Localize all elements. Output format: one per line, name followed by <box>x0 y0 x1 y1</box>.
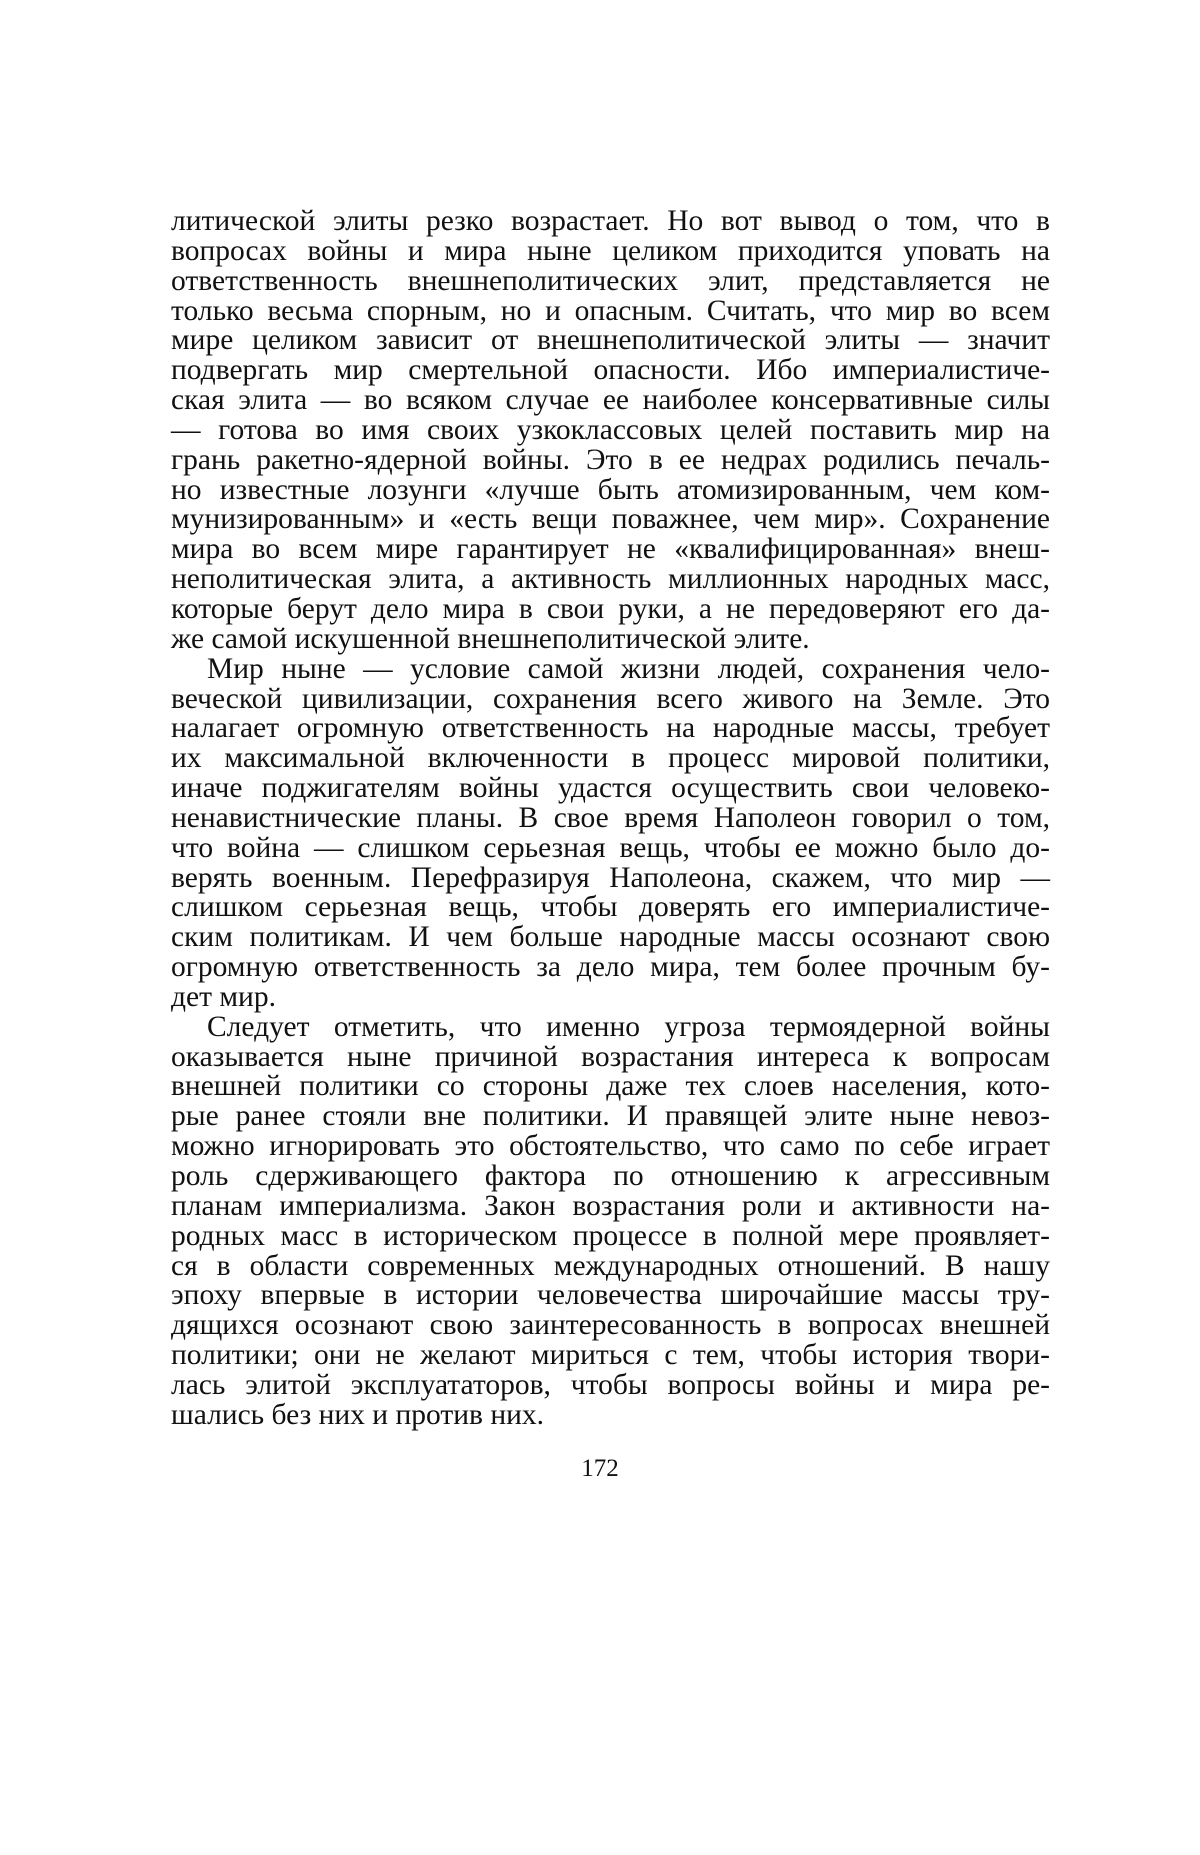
text-line: неполитическая элита, а активность миллионных народных масс, <box>171 563 1050 596</box>
text-line: дящихся осознают свою заинтересованность в вопросах внешней <box>171 1309 1050 1342</box>
text-line: ответственность внешнеполитических элит, представляется не <box>171 264 1050 297</box>
text-line: грань ракетно-ядерной войны. Это в ее недрах родились печаль- <box>171 443 1050 476</box>
text-line: ским политикам. И чем больше народные массы осознают свою <box>171 921 1050 954</box>
text-line: мире целиком зависит от внешнеполитической элиты — значит <box>171 324 1050 357</box>
text-line: вопросах войны и мира ныне целиком приходится уповать на <box>171 234 1050 267</box>
text-line: же самой искушенной внешнеполитической элите. <box>171 622 810 655</box>
text-line: подвергать мир смертельной опасности. Ибо империалистиче- <box>171 354 1050 387</box>
text-line: Мир ныне — условие самой жизни людей, сохранения чело- <box>207 652 1050 685</box>
text-line: рые ранее стояли вне политики. И правящей элите ныне невоз- <box>171 1100 1050 1133</box>
text-line: планам империализма. Закон возрастания роли и активности на- <box>171 1189 1050 1222</box>
text-line: родных масс в историческом процессе в полной мере проявляет- <box>171 1219 1050 1252</box>
text-line: — готова во имя своих узкоклассовых целей поставить мир на <box>171 413 1050 446</box>
text-line: которые берут дело мира в свои руки, а не передоверяют его да- <box>171 592 1050 625</box>
text-line: дет мир. <box>171 980 276 1013</box>
text-line: огромную ответственность за дело мира, тем более прочным бу- <box>171 951 1050 984</box>
text-line: только весьма спорным, но и опасным. Считать, что мир во всем <box>171 294 1050 327</box>
text-line: ненавистнические планы. В свое время Наполеон говорил о том, <box>171 801 1050 834</box>
text-line: шались без них и против них. <box>171 1398 545 1431</box>
text-line: их максимальной включенности в процесс мировой политики, <box>171 742 1050 775</box>
text-line: эпоху впервые в истории человечества широчайшие массы тру- <box>171 1279 1050 1312</box>
text-line: Следует отметить, что именно угроза термоядерной войны <box>207 1010 1050 1043</box>
text-line: ся в области современных международных отношений. В нашу <box>171 1249 1050 1282</box>
text-line: политики; они не желают мириться с тем, чтобы история твори- <box>171 1339 1050 1372</box>
text-line: что война — слишком серьезная вещь, чтобы ее можно было до- <box>171 831 1050 864</box>
text-line: мира во всем мире гарантирует не «квалифицированная» внеш- <box>171 533 1050 566</box>
text-line: внешней политики со стороны даже тех слоев населения, кото- <box>171 1070 1050 1103</box>
text-line: иначе поджигателям войны удастся осуществить свои человеко- <box>171 772 1050 805</box>
text-line: веческой цивилизации, сохранения всего живого на Земле. Это <box>171 682 1050 715</box>
body-text <box>171 207 1050 1431</box>
text-line: ская элита — во всяком случае ее наиболее консервативные силы <box>171 384 1050 417</box>
text-line: слишком серьезная вещь, чтобы доверять его империалистиче- <box>171 891 1050 924</box>
text-line: оказывается ныне причиной возрастания интереса к вопросам <box>171 1040 1050 1073</box>
text-line: мунизированным» и «есть вещи поважнее, чем мир». Сохранение <box>171 503 1050 536</box>
text-line: можно игнорировать это обстоятельство, что само по себе играет <box>171 1130 1050 1163</box>
text-line: лась элитой эксплуататоров, чтобы вопросы войны и мира ре- <box>171 1368 1050 1401</box>
text-line: налагает огромную ответственность на народные массы, требует <box>171 712 1050 745</box>
text-line: литической элиты резко возрастает. Но вот вывод о том, что в <box>171 205 1050 237</box>
page-number: 172 <box>581 1455 619 1482</box>
text-line: верять военным. Перефразируя Наполеона, скажем, что мир — <box>171 861 1050 894</box>
text-line: но известные лозунги «лучше быть атомизированным, чем ком- <box>171 473 1050 506</box>
text-line: роль сдерживающего фактора по отношению к агрессивным <box>171 1160 1050 1192</box>
